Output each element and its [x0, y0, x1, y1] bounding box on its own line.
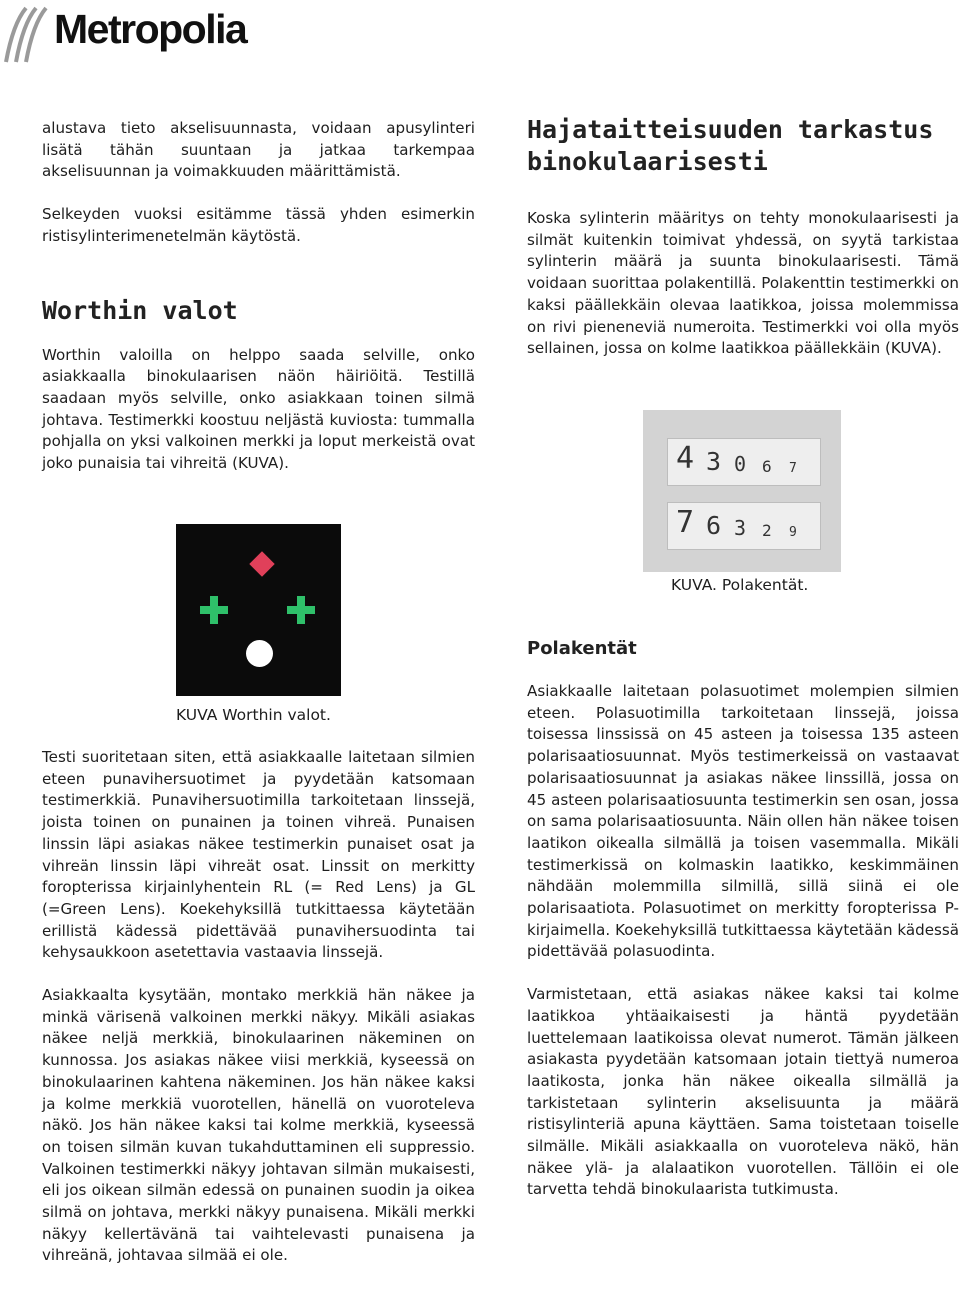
- polakentat-box-bottom: [667, 502, 821, 550]
- polakentat-procedure-paragraph: Asiakkaalle laitetaan polasuotimet molempien silmien eteen. Polasuotimilla tarkoitetaan linssejä, joissa toisessa linssissä on 45 asteen ja toisessa 135 asteen polarisaatiosuunnat. Myös testimerkeissä on vastaavat polarisaatiosuunnat ja asiakas näkee linssillä, jossa on 45 asteen polarisaatiosuunta testimerkin sen osan, jossa on sama polarisaatiosuunta. Näin ollen hän näkee toisen laatikon oikealla silmällä ja toisen vasemmalla. Mikäli testimerkissä on kolmaskin laatikko, keskimmäinen nähdään molemmilla silmillä, sillä siinä ei ole polarisaatiota. Polasuotimet on merkitty foropterissa P-kirjaimella. Koekehyksillä tutkittaessa käytetään kädessä pidettävää polasuodinta.: [527, 682, 959, 961]
- polakentat-figure-caption: KUVA. Polakentät.: [671, 576, 809, 594]
- pola-number: 6: [762, 457, 772, 476]
- polakentat-box-top: [667, 438, 821, 486]
- white-circle-icon: [246, 640, 273, 667]
- worthin-figure: [176, 524, 341, 696]
- pola-number: 9: [789, 525, 797, 540]
- astigmatism-heading: Hajataitteisuuden tarkastus binokulaarisesti: [527, 115, 934, 176]
- worthin-heading: Worthin valot: [42, 295, 238, 325]
- right-column-bottom: [527, 638, 959, 1201]
- pola-number: 4: [676, 441, 695, 476]
- astigmatism-paragraph: Koska sylinterin määritys on tehty monokulaarisesti ja silmät kuitenkin toimivat yhdessä, on syytä tarkistaa sylinterin määrä ja suunta binokulaarisesti. Tämä voidaan suorittaa polakentillä. Polakenttin testimerkki on kaksi päällekkäin olevaa laatikkoa, joissa molemmissa on rivi pieneneviä numeroita. Testimerkki voi olla myös sellainen, jossa on kolme laatikkoa päällekkäin (KUVA).: [527, 209, 959, 358]
- metropolia-logo: [0, 0, 300, 66]
- pola-number: 0: [734, 452, 747, 476]
- green-cross-icon: [200, 596, 228, 624]
- red-diamond-icon: [249, 551, 274, 576]
- pola-number: 6: [706, 511, 722, 540]
- polakentat-figure: [643, 410, 841, 572]
- left-column-top: [42, 118, 475, 475]
- worthin-results-paragraph: Asiakkaalta kysytään, montako merkkiä hän näkee ja minkä värisenä valkoinen merkki näkyy. Mikäli asiakas näkee neljä merkkiä, binokulaarinen näkeminen on kunnossa. Jos asiakas näkee viisi merkkiä, kyseessä on binokulaarinen kahtena näkeminen. Jos hän näkee kaksi ja kolme merkkiä vuorotellen, hänellä on vuoroteleva näkö. Jos hän näkee kaksi tai kolme merkkiä, kyseessä on toisen silmän kuvan tukahduttaminen eli suppressio. Valkoinen testimerkki näkyy johtavan silmän mukaisesti, eli jos oikean silmän edessä on punainen suodin ja oikea silmä on johtava, merkki näkyy punaisena. Mikäli merkki näkyy kellertävänä tai vaihtelevasti punaisena ja vihreänä, johtavaa silmää ei ole.: [42, 986, 475, 1265]
- brand-wordmark: Metropolia: [54, 6, 247, 52]
- worthin-procedure-paragraph: Testi suoritetaan siten, että asiakkaalle laitetaan silmien eteen punavihersuotimet ja pyydetään katsomaan testimerkkiä. Punavihersuotimilla tarkoitetaan linssejä, joista toinen on punainen ja toinen vihreä. Punaisen linssin läpi asiakas näkee testimerkin punaiset osat ja vihreän linssin läpi vihreät osat. Linssit on merkitty foropterissa kirjainlyhentein RL (= Red Lens) ja GL (=Green Lens). Koekehyksillä tutkittaessa käytetään erillistä kädessä pidettävää punavihersuodinta tai kehysaukkoon asetettavia vastaavia linssejä.: [42, 748, 475, 962]
- pola-number: 3: [734, 516, 747, 540]
- left-column-bottom: [42, 747, 475, 1267]
- right-column-top: [527, 114, 959, 360]
- pola-number: 3: [706, 447, 722, 476]
- example-paragraph: Selkeyden vuoksi esitämme tässä yhden esimerkin ristisylinterimenetelmän käytöstä.: [42, 205, 475, 245]
- worthin-figure-caption: KUVA Worthin valot.: [176, 706, 331, 724]
- polakentat-results-paragraph: Varmistetaan, että asiakas näkee kaksi tai kolme laatikkoa yhtäaikaisesti ja häntä pyydetään luettelemaan laatikoissa olevat numerot. Tämän jälkeen asiakasta pyydetään katsomaan jotain tiettyä numeroa laatikosta, jonka hän näkee oikealla silmällä ja tarkistetaan sylinterin akselisuunta ja määrä ristisylinteriä apuna käyttäen. Sama toistetaan toiselle silmälle. Mikäli asiakkaalla on vuoroteleva näkö, hän näkee ylä- ja alalaatikon vuorotellen. Tällöin ei ole tarvetta tehdä binokulaarista tutkimusta.: [527, 985, 959, 1199]
- pola-number: 2: [762, 521, 772, 540]
- green-cross-icon: [287, 596, 315, 624]
- polakentat-subheading: Polakentät: [527, 638, 637, 659]
- pola-number: 7: [789, 461, 797, 476]
- metropolia-m-icon: [2, 2, 54, 64]
- intro-paragraph: alustava tieto akselisuunnasta, voidaan apusylinteri lisätä tähän suuntaan ja jatkaa tarkempaa akselisuunnan ja voimakkuuden määrittämistä.: [42, 119, 475, 181]
- pola-number: 7: [676, 505, 695, 540]
- worthin-paragraph: Worthin valoilla on helppo saada selville, onko asiakkaalla binokulaarisen näön häiriöitä. Testillä saadaan myös selville, onko asiakkaan toinen silmä johtava. Testimerkki koostuu neljästä kuviosta: tummalla pohjalla on yksi valkoinen merkki ja loput merkeistä ovat joko punaisia tai vihreitä (KUVA).: [42, 345, 475, 473]
